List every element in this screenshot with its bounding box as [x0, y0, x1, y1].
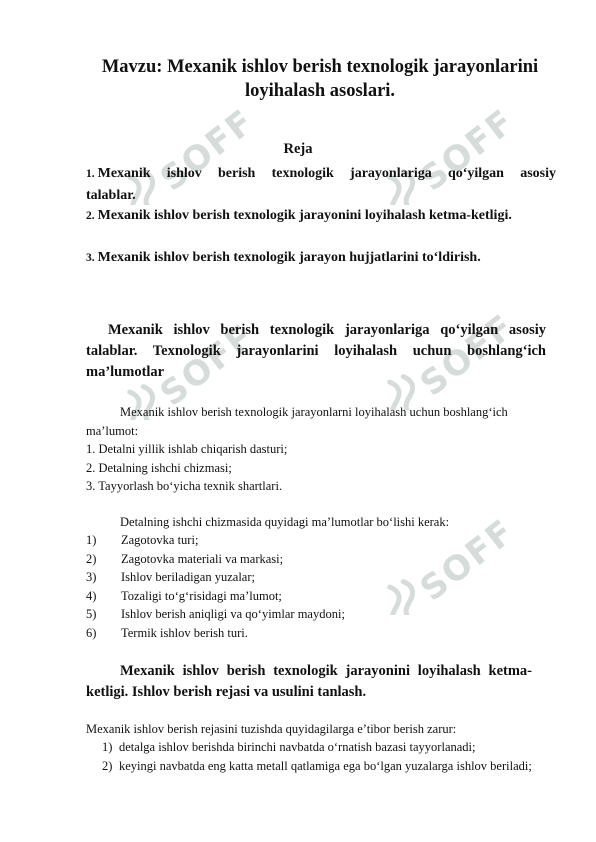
plan-heading: Reja: [283, 141, 313, 157]
plan-rules-list: [102, 738, 552, 776]
svg-text:SOFF: SOFF: [152, 316, 263, 415]
list-item: 2) Zagotovka materiali va markasi;: [86, 551, 284, 566]
list-item: 1. Detalni yillik ishlab chiqarish dasturi;: [86, 442, 288, 456]
plan-item-text: Mexanik ishlov berish texnologik jarayonlariga qo‘yilgan asosiy talablar.: [86, 166, 556, 203]
plan-item-number: 1.: [86, 168, 95, 180]
list-item: 3) Ishlov beriladigan yuzalar;: [86, 570, 255, 584]
drawing-requirements-list: [86, 531, 546, 642]
paragraph: Detalning ishchi chizmasida quyidagi ma’lumotlar bo‘lishi kerak:: [120, 515, 450, 529]
plan-item: [86, 247, 556, 269]
plan-item: [86, 205, 556, 227]
section-heading: Mexanik ishlov berish texnologik jarayonini loyihalash ketma-ketligi. Ishlov berish rejasi va usulini tanlash.: [86, 663, 532, 700]
paragraph: Mexanik ishlov berish texnologik jarayonlarni loyihalash uchun boshlang‘ich ma’lumot:: [86, 405, 508, 438]
svg-text:SOFF: SOFF: [412, 511, 523, 610]
plan-item-text: Mexanik ishlov berish texnologik jarayonini loyihalash ketma-ketligi.: [97, 208, 512, 223]
paragraph: Mexanik ishlov berish rejasini tuzishda quyidagilarga e’tibor berish zarur:: [86, 722, 457, 736]
section-heading: Mexanik ishlov berish texnologik jarayonlariga qo‘yilgan asosiy talablar. Texnologik jarayonlarini loyihalash uchun boshlang‘ich ma’lumotlar: [86, 322, 546, 380]
numbered-list: [86, 440, 561, 496]
svg-text:SOFF: SOFF: [412, 306, 523, 405]
list-item: 6) Termik ishlov berish turi.: [86, 625, 248, 640]
list-item: 1) Zagotovka turi;: [86, 533, 199, 547]
plan-item-text: Mexanik ishlov berish texnologik jarayon hujjatlarini to‘ldirish.: [97, 250, 481, 265]
list-item: 5) Ishlov berish aniqligi va qo‘yimlar maydoni;: [86, 607, 345, 621]
svg-text:SOFF: SOFF: [152, 101, 263, 200]
list-item: 2) keyingi navbatda eng katta metall qatlamiga ega bo‘lgan yuzalarga ishlov beriladi;: [102, 759, 532, 773]
list-item: 2. Detalning ishchi chizmasi;: [86, 460, 232, 475]
plan-item-number: 3.: [86, 252, 95, 264]
page-title: Mavzu: Mexanik ishlov berish texnologik jarayonlarini loyihalash asoslari.: [101, 57, 539, 101]
svg-text:SOFF: SOFF: [412, 101, 523, 200]
list-item: 4) Tozaligi to‘g‘risidagi ma’lumot;: [86, 588, 282, 603]
list-item: 1) detalga ishlov berishda birinchi navbatda o‘rnatish bazasi tayyorlanadi;: [102, 740, 476, 754]
plan-item: [86, 163, 556, 206]
plan-item-number: 2.: [86, 210, 95, 222]
list-item: 3. Tayyorlash bo‘yicha texnik shartlari.: [86, 479, 283, 493]
